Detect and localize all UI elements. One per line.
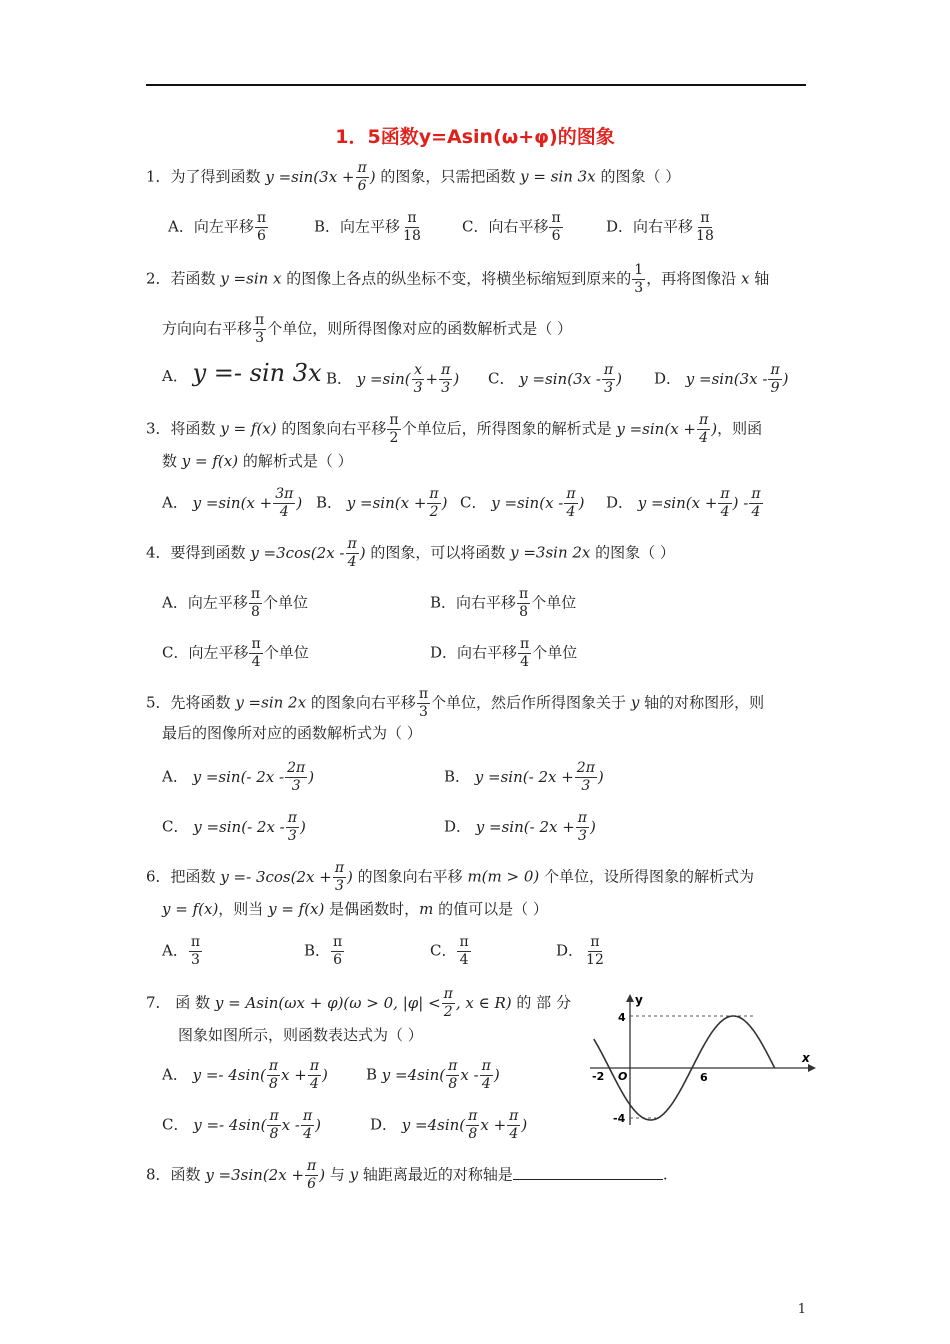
q7-option-a: A． y =- 4sin( $\frac{\pi}{8}$ x + $\frac{\pi}{4}$ ) [162,1058,328,1092]
x-axis-arrow [808,1064,816,1072]
q4-option-b: B．向右平移 $\frac{\pi}{8}$ 个单位 [430,586,577,620]
question-8: 8．函数 y =3sin(2x + $\frac{\pi}{6}$ ) 与 y 轴距离最近的对称轴是 . [146,1158,668,1192]
sine-graph [580,990,820,1130]
answer-blank[interactable] [513,1165,663,1180]
x-neg-label: -2 [592,1070,605,1083]
q1-option-b: B．向左平移 $\frac{\pi}{18}$ [314,210,421,244]
q2-option-a: A． y =- sin 3x [162,359,322,387]
q1-option-a: A．向左平移 $\frac{\pi}{6}$ [168,210,267,244]
page-title: 1．5函数y=Asin(ω+φ)的图象 [335,126,615,148]
q3-option-d: D． y =sin(x + $\frac{\pi}{4}$ ) - $\frac{\pi}{4}$ [606,486,761,520]
q1-option-d: D．向右平移 $\frac{\pi}{18}$ [606,210,714,244]
q7-option-b: B y =4sin( $\frac{\pi}{8}$ x - $\frac{\pi}{4}$ ) [366,1058,500,1092]
page-number: 1 [797,1302,806,1317]
question-3-line-2: 数 y = f(x) 的解析式是（ ） [162,452,353,470]
question-2-line-2: 方向向右平移 $\frac{\pi}{3}$ 个单位，则所得图像对应的函数解析式是（ ） [162,312,572,346]
q7-option-d: D． y =4sin( $\frac{\pi}{8}$ x + $\frac{\pi}{4}$ ) [370,1108,528,1142]
q4-option-d: D．向右平移 $\frac{\pi}{4}$ 个单位 [430,636,578,670]
q1-source-func: y = sin 3x [520,167,596,186]
q5-option-c: C． y =sin(- 2x - $\frac{\pi}{3}$ ) [162,810,306,844]
q6-option-d: D． $\frac{\pi}{12}$ [556,934,604,968]
header-rule [146,84,806,86]
y-axis-arrow [626,994,634,1002]
q1-stem: 1．为了得到函数 [146,167,261,186]
y-min-label: -4 [613,1112,626,1125]
question-5-line-1: 5．先将函数 y =sin 2x 的图象向右平移 $\frac{\pi}{3}$ 个单位，然后作所得图象关于 y 轴的对称图形，则 [146,686,765,720]
y-max-label: 4 [618,1011,626,1024]
q7-option-c: C． y =- 4sin( $\frac{\pi}{8}$ x - $\frac{\pi}{4}$ ) [162,1108,322,1142]
question-2-line-1: 2．若函数 y =sin x 的图像上各点的纵坐标不变，将横坐标缩短到原来的 $\frac{1}{3}$ ，再将图像沿 x 轴 [146,262,770,296]
question-4: 4．要得到函数 y =3cos(2x - $\frac{\pi}{4}$ ) 的图象，可以将函数 y =3sin 2x 的图象（ ） [146,536,675,570]
q6-option-c: C． $\frac{\pi}{4}$ [430,934,469,968]
q5-option-a: A． y =sin(- 2x - $\frac{2\pi}{3}$ ) [162,760,315,794]
question-7-line-2: 图象如图所示，则函数表达式为（ ） [178,1026,423,1044]
q6-option-a: A． $\frac{\pi}{3}$ [162,934,201,968]
x-axis-label: x [802,1051,810,1065]
question-3-line-1: 3．将函数 y = f(x) 的图象向右平移 $\frac{\pi}{2}$ 个单位后，所得图象的解析式是 y =sin(x + $\frac{\pi}{4}$ )，则函 [146,412,763,446]
q5-option-d: D． y =sin(- 2x + $\frac{\pi}{3}$ ) [444,810,596,844]
question-5-line-2: 最后的图像所对应的函数解析式为（ ） [162,724,422,742]
q3-option-b: B． y =sin(x + $\frac{\pi}{2}$ ) [316,486,448,520]
origin-label: O [618,1070,628,1083]
q3-option-a: A． y =sin(x + $\frac{3\pi}{4}$ ) [162,486,303,520]
q2-option-b: B． y =sin( $\frac{x}{3}$ + $\frac{\pi}{3}$ ) [326,362,460,396]
q4-option-a: A．向左平移 $\frac{\pi}{8}$ 个单位 [162,586,309,620]
q5-option-b: B． y =sin(- 2x + $\frac{2\pi}{3}$ ) [444,760,604,794]
question-1 [146,160,811,195]
q6-option-b: B． $\frac{\pi}{6}$ [304,934,343,968]
q3-option-c: C． y =sin(x - $\frac{\pi}{4}$ ) [460,486,585,520]
q1-target-func: y =sin(3x + $\frac{\pi}{6}$ ) [265,160,376,194]
q4-option-c: C．向左平移 $\frac{\pi}{4}$ 个单位 [162,636,309,670]
question-6-line-2: y = f(x)，则当 y = f(x) 是偶函数时，m 的值可以是（ ） [162,900,548,918]
question-7-line-1: 7． 函 数 y = Asin(ωx + φ)(ω > 0, |φ| < $\frac{\pi}{2}$ , x ∈ R) 的 部 分 [146,986,571,1020]
x-pos-label: 6 [700,1071,708,1084]
q1-option-c: C．向右平移 $\frac{\pi}{6}$ [462,210,561,244]
q2-option-d: D． y =sin(3x - $\frac{\pi}{9}$ ) [654,362,789,396]
y-axis-label: y [635,993,643,1007]
q2-option-c: C． y =sin(3x - $\frac{\pi}{3}$ ) [488,362,622,396]
question-6-line-1: 6．把函数 y =- 3cos(2x + $\frac{\pi}{3}$ ) 的图象向右平移 m(m > 0) 个单位，设所得图象的解析式为 [146,860,755,894]
q1-stem-b: 的图象，只需把函数 [380,167,516,186]
q1-stem-c: 的图象（ ） [600,167,681,186]
